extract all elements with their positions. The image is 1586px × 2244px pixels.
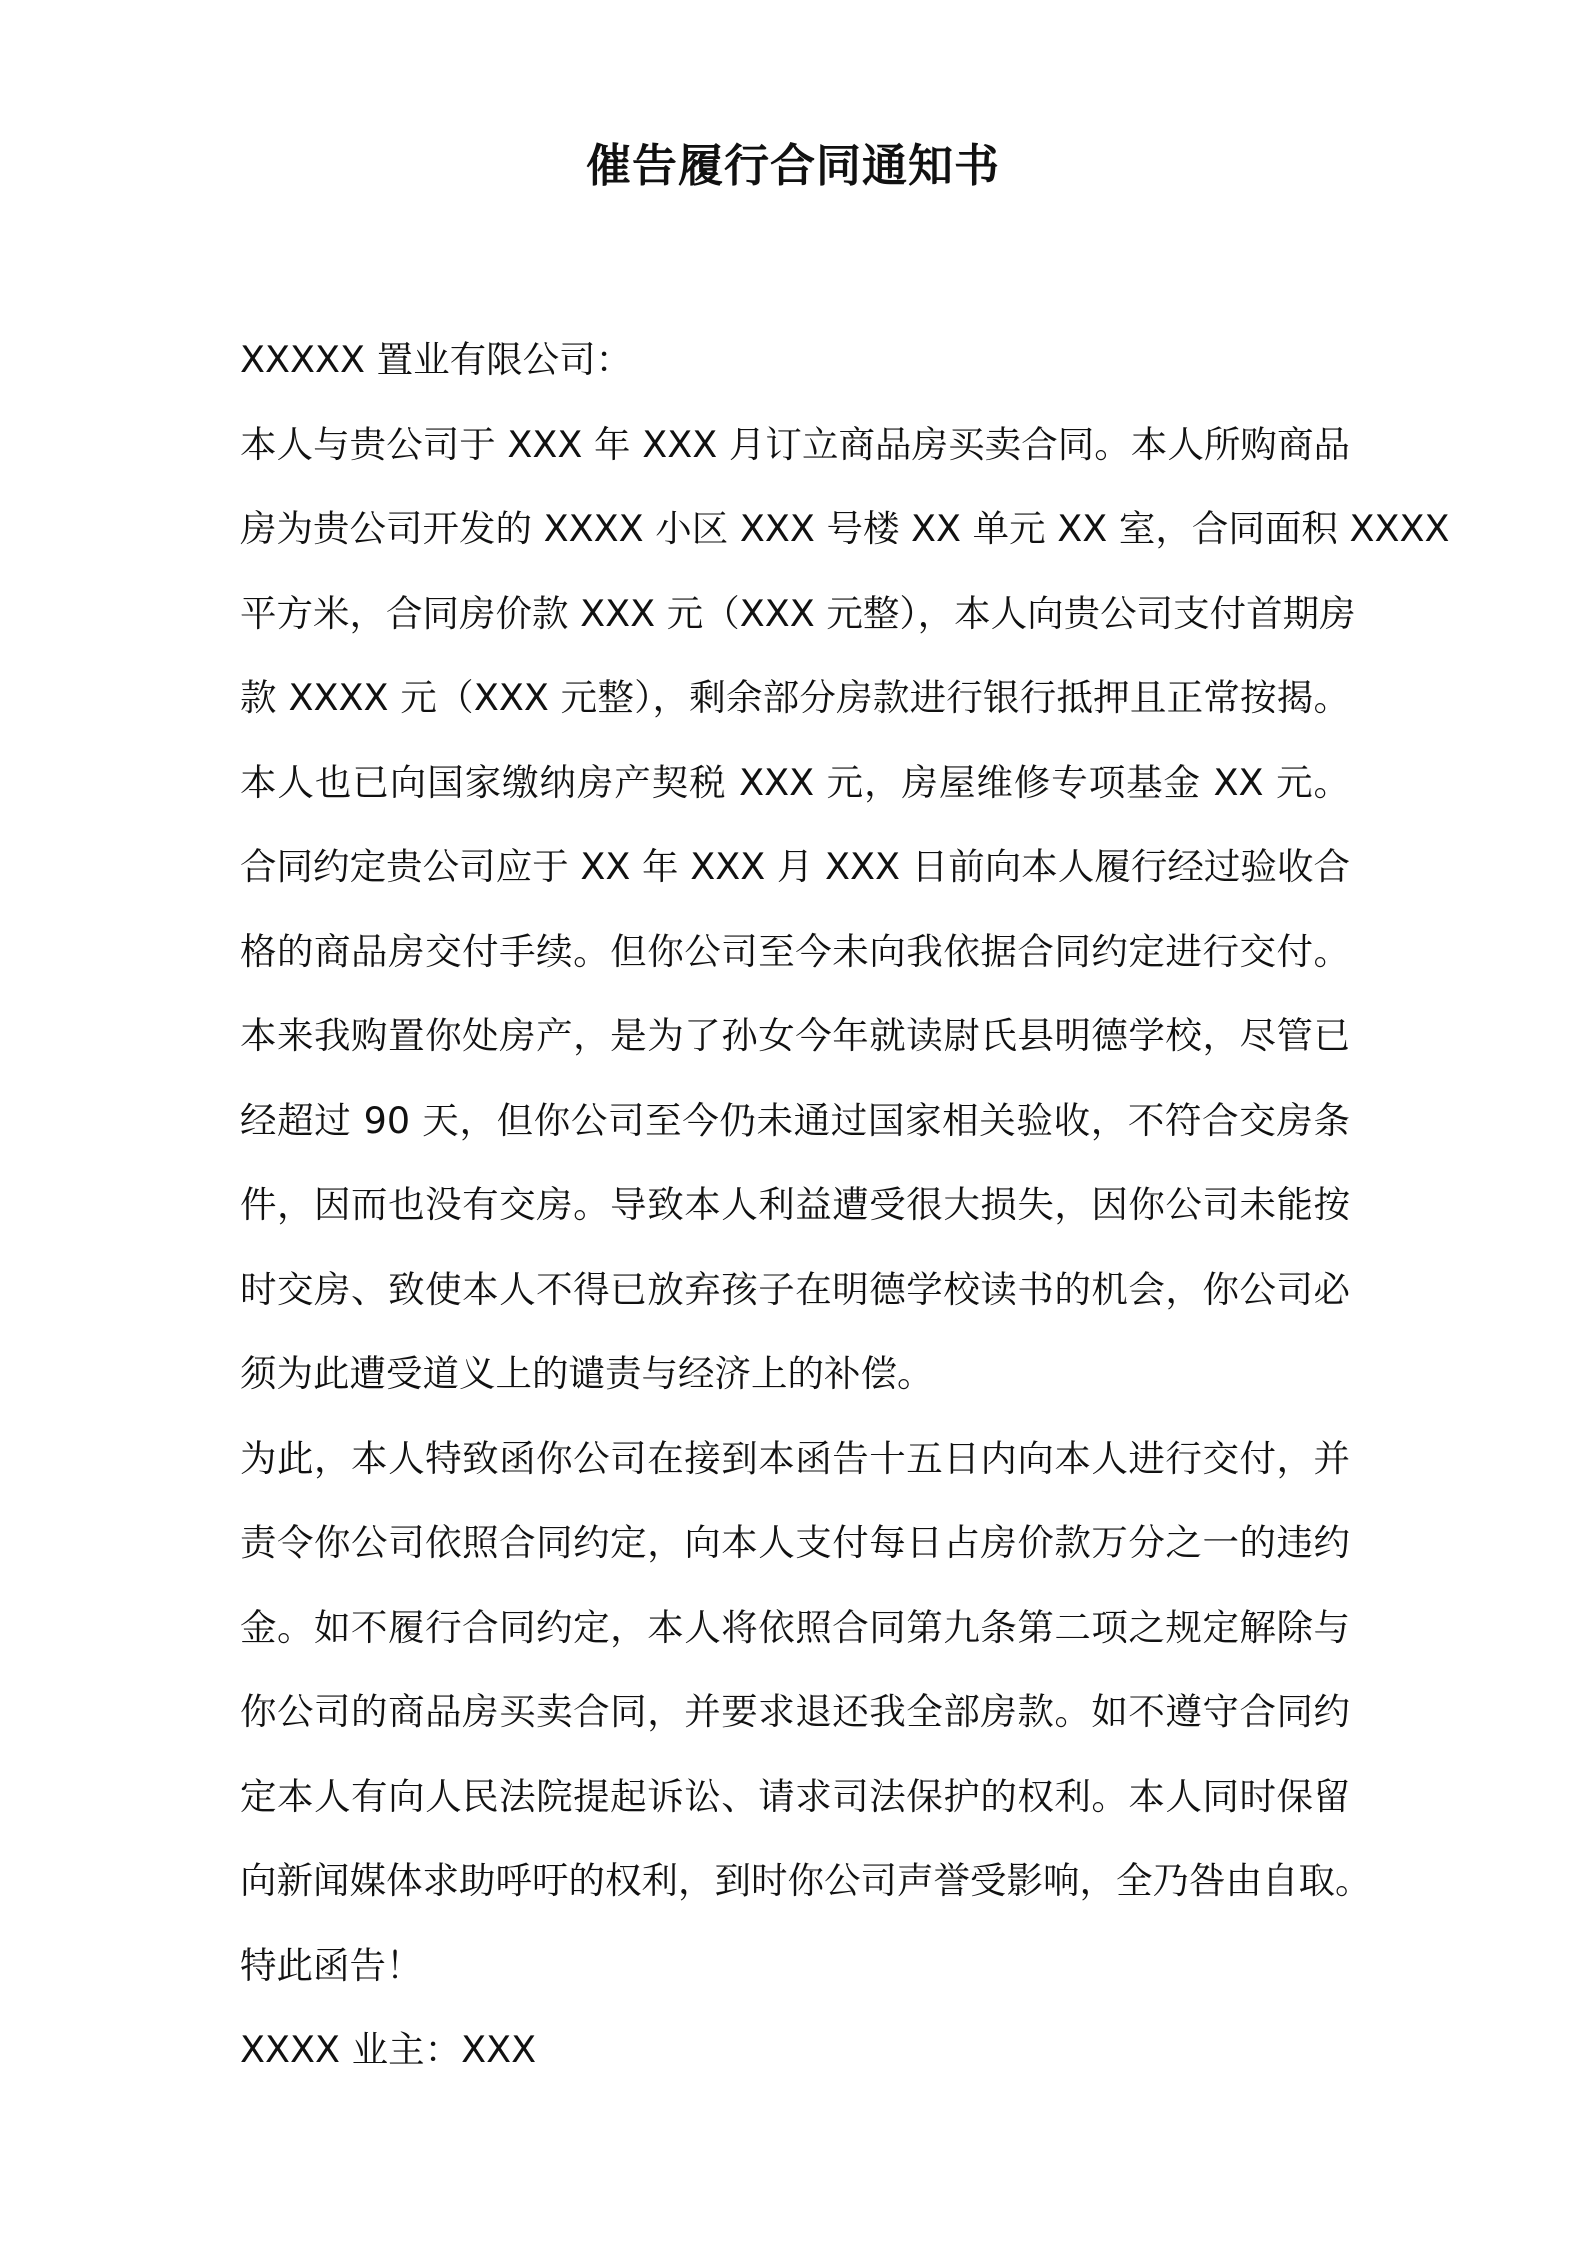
body-line: 款 XXXX 元（XXX 元整），剩余部分房款进行银行抵押且正常按揭。	[240, 676, 1350, 719]
body-line: 合同约定贵公司应于 XX 年 XXX 月 XXX 日前向本人履行经过验收合	[240, 845, 1350, 888]
body-line: 须为此遭受道义上的谴责与经济上的补偿。	[240, 1352, 934, 1395]
body-line: 本人与贵公司于 XXX 年 XXX 月订立商品房买卖合同。本人所购商品	[240, 422, 1350, 466]
signature-line: XXXX 业主：XXX	[240, 2028, 537, 2071]
closing-line: 特此函告！	[240, 1943, 423, 1987]
body-line: 格的商品房交付手续。但你公司至今未向我依据合同约定进行交付。	[240, 929, 1350, 973]
body-line: 本人也已向国家缴纳房产契税 XXX 元，房屋维修专项基金 XX 元。	[240, 760, 1350, 804]
body-line: 金。如不履行合同约定，本人将依照合同第九条第二项之规定解除与	[240, 1605, 1350, 1649]
addressee-line: XXXXX 置业有限公司：	[240, 338, 633, 381]
body-line: 责令你公司依照合同约定，向本人支付每日占房价款万分之一的违约	[240, 1521, 1350, 1564]
body-line: 经超过 90 天，但你公司至今仍未通过国家相关验收，不符合交房条	[240, 1098, 1350, 1142]
body-line: 向新闻媒体求助呼吁的权利，到时你公司声誉受影响，全乃咎由自取。	[240, 1859, 1372, 1902]
body-line: 你公司的商品房买卖合同，并要求退还我全部房款。如不遵守合同约	[240, 1690, 1350, 1733]
body-line: 定本人有向人民法院提起诉讼、请求司法保护的权利。本人同时保留	[240, 1774, 1350, 1818]
body-line: 为此，本人特致函你公司在接到本函告十五日内向本人进行交付，并	[240, 1436, 1350, 1480]
document-title: 催告履行合同通知书	[585, 139, 1000, 192]
body-line: 件，因而也没有交房。导致本人利益遭受很大损失，因你公司未能按	[240, 1183, 1350, 1226]
body-line: 时交房、致使本人不得已放弃孩子在明德学校读书的机会，你公司必	[240, 1267, 1350, 1311]
body-line: 房为贵公司开发的 XXXX 小区 XXX 号楼 XX 单元 XX 室，合同面积 XXXX	[240, 507, 1450, 550]
body-line: 平方米，合同房价款 XXX 元（XXX 元整），本人向贵公司支付首期房	[240, 591, 1356, 635]
body-line: 本来我购置你处房产，是为了孙女今年就读尉氏县明德学校，尽管已	[240, 1014, 1350, 1057]
document-body	[240, 318, 1450, 2093]
